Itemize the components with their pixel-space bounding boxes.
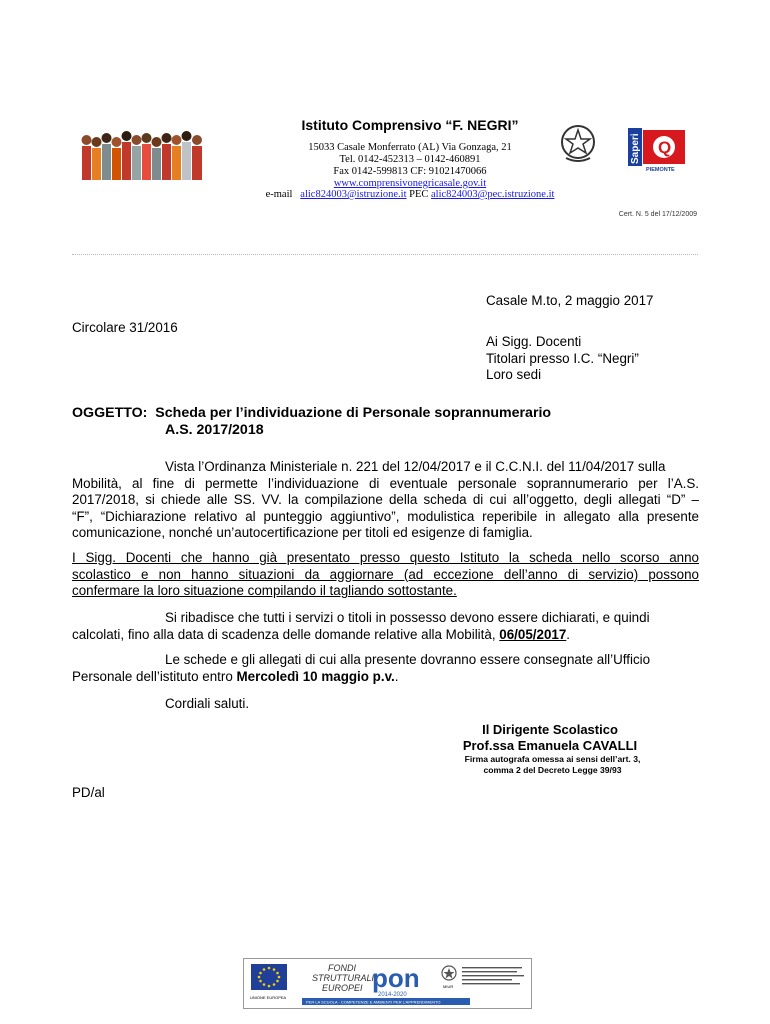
circular-number: Circolare 31/2016: [72, 320, 178, 335]
school-children-logo: [80, 128, 206, 182]
closing-salutation: Cordiali saluti.: [165, 696, 250, 711]
svg-text:PER LA SCUOLA - COMPETENZE E A: PER LA SCUOLA - COMPETENZE E AMBIENTI PER L'APPRENDIMENTO: [306, 999, 441, 1005]
school-phone: Tel. 0142-452313 – 0142-460891: [339, 154, 481, 165]
recipient-line: Ai Sigg. Docenti: [486, 334, 582, 349]
pon-logo: pon: [372, 963, 420, 993]
pec-label: PEC: [409, 189, 429, 200]
delivery-deadline: Mercoledì 10 maggio p.v.: [236, 668, 395, 684]
subject-label: OGGETTO:: [72, 405, 148, 421]
svg-text:EUROPEI: EUROPEI: [322, 983, 363, 993]
svg-text:STRUTTURALI: STRUTTURALI: [312, 973, 375, 983]
subject-block: [72, 405, 551, 439]
place-date: Casale M.to, 2 maggio 2017: [486, 293, 654, 308]
recipient-line: Loro sedi: [486, 367, 542, 382]
paragraph-3: Si ribadisce che tutti i servizi o titoli in possesso devono essere dichiarati, e quindi calcolati, fino alla data di scadenza delle domande relative alla Mobilità, 06/05/2017.: [72, 610, 650, 642]
pon-funding-banner: [243, 958, 532, 1009]
svg-text:PIEMONTE: PIEMONTE: [646, 167, 675, 172]
svg-text:Q: Q: [658, 138, 672, 157]
signer-name: Prof.ssa Emanuela CAVALLI: [462, 738, 638, 753]
school-name: Istituto Comprensivo “F. NEGRI”: [301, 117, 519, 133]
svg-text:FONDI: FONDI: [328, 963, 356, 973]
subject-year: A.S. 2017/2018: [165, 422, 264, 438]
svg-text:MIUR: MIUR: [443, 984, 454, 989]
signer-role: Il Dirigente Scolastico: [482, 722, 618, 737]
saperi-label: Saperi: [630, 133, 641, 164]
paragraph-2-underlined: I Sigg. Docenti che hanno già presentato presso questo Istituto la scheda nello scorso anno scolastico e non hanno situazioni da aggiornare (ad eccezione dell’anno di servizio) possono confermare la loro situazione compilando il tagliando sottostante.: [72, 550, 699, 598]
document-initials: PD/al: [72, 785, 105, 800]
svg-text:2014-2020: 2014-2020: [378, 992, 407, 998]
svg-text:UNIONE EUROPEA: UNIONE EUROPEA: [250, 995, 287, 1000]
paragraph-1: Vista l’Ordinanza Ministeriale n. 221 del 12/04/2017 e il C.C.N.I. del 11/04/2017 sulla Mobilità, al fine di permette l’individuazione di eventuale personale soprannumerario per l’A.S. 2017/2018, si chiede alle SS. VV. la compilazione della scheda di cui all’oggetto, degli allegati “D” – “F”, “Dichiarazione relativo al punteggio aggiuntivo”, modulistica reperibile in allegato alla presente comunicazione, nonché un’autocertificazione per titoli ed esigenze di famiglia.: [72, 459, 699, 540]
signature-block: [440, 722, 660, 754]
email-link[interactable]: alic824003@istruzione.it: [300, 189, 407, 200]
school-address: 15033 Casale Monferrato (AL) Via Gonzaga, 21: [308, 142, 512, 153]
mobility-deadline-date: 06/05/2017: [499, 626, 567, 642]
website-link[interactable]: www.comprensivonegricasale.gov.it: [333, 178, 487, 189]
email-label: e-mail: [265, 189, 293, 200]
paragraph-4: Le schede e gli allegati di cui alla presente dovranno essere consegnate all’Ufficio Personale dell’istituto entro Mercoledì 10 maggio p.v..: [72, 652, 651, 684]
certification-note: Cert. N. 5 del 17/12/2009: [618, 211, 697, 218]
header-divider: [72, 254, 698, 255]
recipient-line: Titolari presso I.C. “Negri”: [486, 350, 639, 366]
school-fax: Fax 0142-599813 CF: 91021470066: [333, 166, 487, 177]
saperi-qualita-logo: [628, 128, 700, 172]
signature-legal-note: Firma autografa omessa ai sensi dell’art. 3, comma 2 del Decreto Legge 39/93: [464, 754, 641, 775]
pec-link[interactable]: alic824003@pec.istruzione.it: [431, 189, 555, 200]
subject-title: Scheda per l’individuazione di Personale soprannumerario: [155, 405, 552, 421]
recipients-block: [486, 334, 639, 384]
